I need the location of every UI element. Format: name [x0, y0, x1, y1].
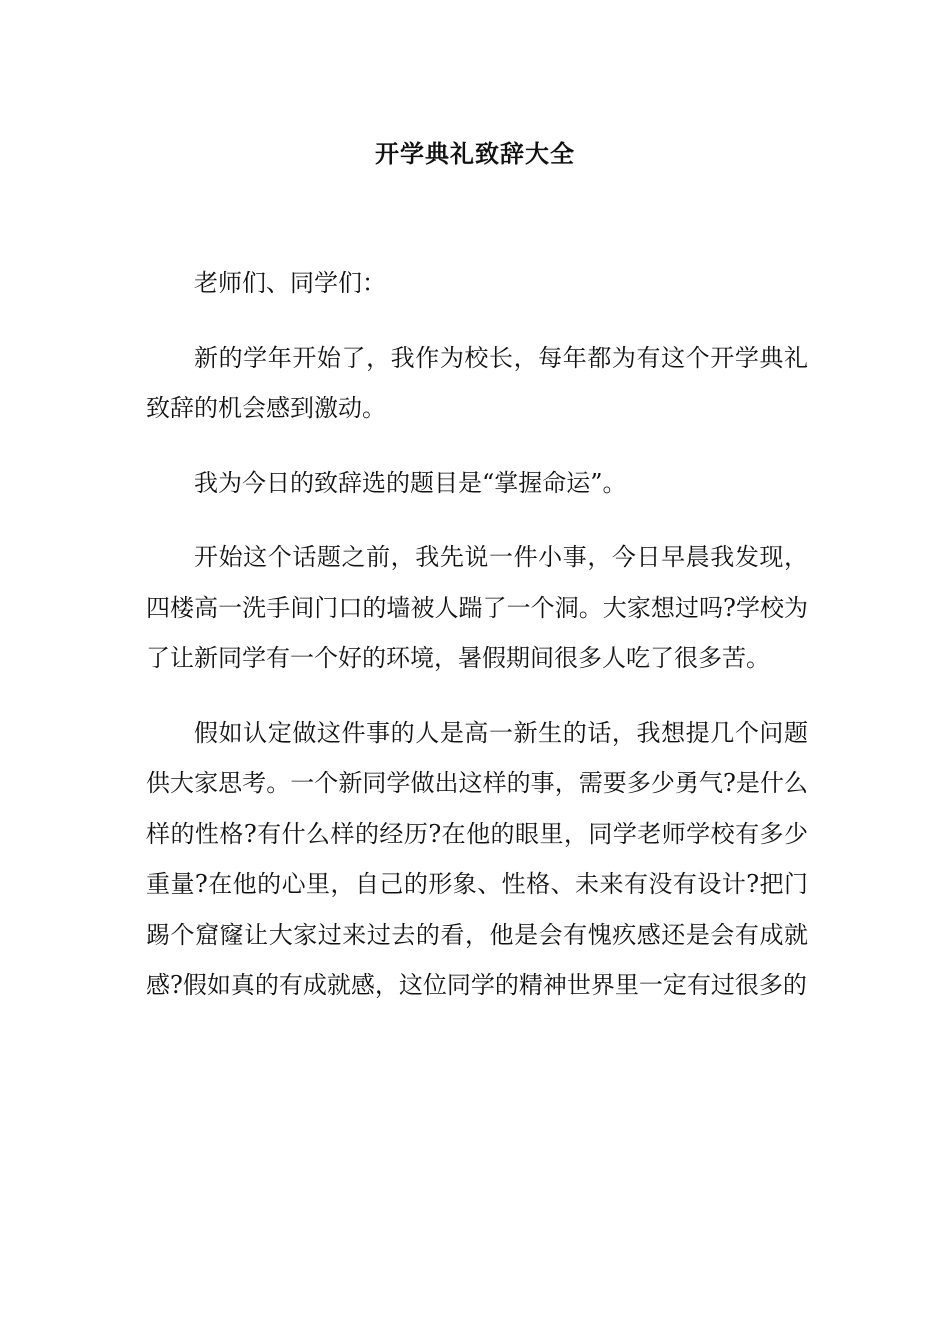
paragraph-questions: 假如认定做这件事的人是高一新生的话，我想提几个问题供大家思考。一个新同学做出这样的事，需要多少勇气?是什么样的性格?有什么样的经历?在他的眼里，同学老师学校有多少重量?在他的心里，自己的形象、性格、未来有没有设计?把门踢个窟窿让大家过来过去的看，他是会有愧疚感还是会有成就感?假如真的有成就感，这位同学的精神世界里一定有过很多的	[146, 718, 808, 999]
paragraph-incident: 开始这个话题之前，我先说一件小事，今日早晨我发现，四楼高一洗手间门口的墙被人踹了一个洞。大家想过吗?学校为了让新同学有一个好的环境，暑假期间很多人吃了很多苦。	[146, 543, 808, 672]
paragraph-topic: 我为今日的致辞选的题目是“掌握命运”。	[194, 468, 627, 497]
document-body	[146, 258, 808, 1011]
paragraph-opening: 新的学年开始了，我作为校长，每年都为有这个开学典礼致辞的机会感到激动。	[146, 343, 808, 422]
document-title: 开学典礼致辞大全	[375, 139, 575, 168]
paragraph-salutation: 老师们、同学们：	[194, 269, 386, 297]
